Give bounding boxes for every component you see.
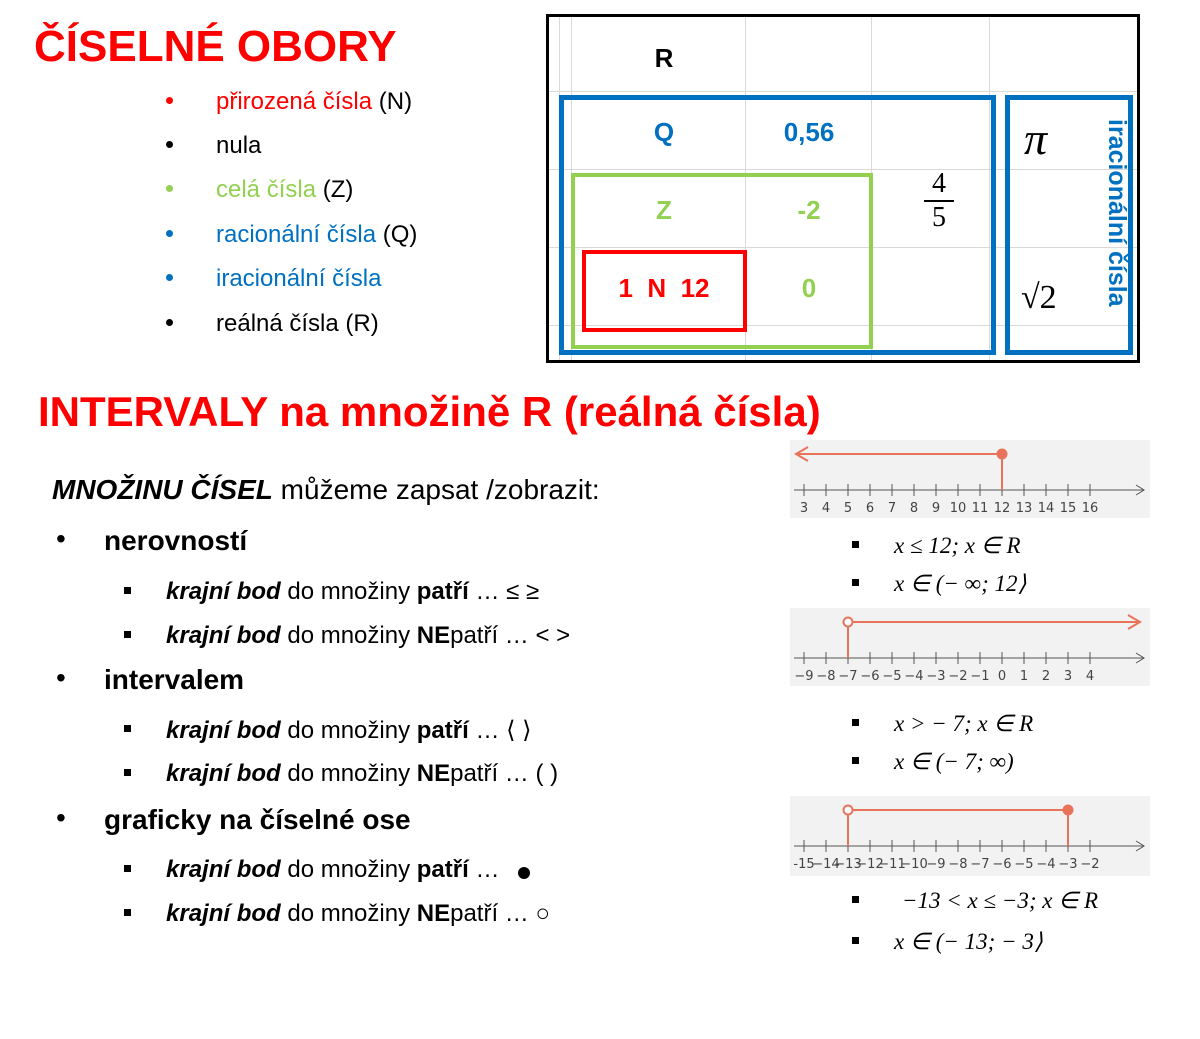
number-type-name: nula — [216, 132, 262, 159]
tick-label: 5 — [843, 501, 853, 516]
heading-number-sets: ČÍSELNÉ OBORY — [34, 22, 397, 71]
number-line-3 — [790, 796, 1150, 876]
rule-end: … ⟨ ⟩ — [468, 717, 532, 744]
method-rule — [166, 900, 550, 928]
tick-label: 2 — [1041, 669, 1051, 684]
rule-mid: do množiny — [280, 760, 417, 787]
rule-belongs: patří — [416, 856, 469, 883]
number-type-text — [216, 265, 381, 293]
rule-end: … ≤ ≥ — [468, 578, 540, 605]
tick-label: −9 — [794, 669, 814, 684]
tick-label: 6 — [865, 501, 875, 516]
tick-label: 8 — [909, 501, 919, 516]
method-label: graficky na číselné ose — [104, 804, 411, 835]
bullet-square — [124, 631, 131, 638]
tick-label: 9 — [931, 501, 941, 516]
closed-endpoint — [1064, 806, 1073, 815]
tick-label: −10 — [900, 857, 928, 872]
open-endpoint — [844, 806, 853, 815]
method-label: nerovností — [104, 525, 248, 556]
formula-text: x ∈ (− 7; ∞) — [894, 749, 1014, 774]
rule-endpoint: krajní bod — [166, 760, 281, 787]
bullet-square — [852, 579, 859, 586]
number-line-1 — [790, 440, 1150, 518]
tick-label: −8 — [816, 669, 836, 684]
rule-mid: do množiny — [280, 856, 417, 883]
tick-label: −1 — [970, 669, 990, 684]
rule-end: patří … ( ) — [450, 760, 559, 787]
interval-formula — [902, 888, 1098, 914]
fraction-denominator: 5 — [932, 202, 946, 233]
q-example: 0,56 — [783, 117, 835, 147]
bullet-square — [124, 769, 131, 776]
tick-label: 4 — [821, 501, 831, 516]
method-rule — [166, 856, 530, 884]
interval-formula — [894, 571, 1026, 597]
bullet-square — [124, 909, 131, 916]
tick-label: 11 — [971, 501, 989, 516]
formula-text: x > − 7; x ∈ R — [894, 711, 1034, 736]
intro-bold: MNOŽINU ČÍSEL — [52, 474, 273, 505]
bullet-dot — [166, 141, 173, 148]
tick-label: −4 — [904, 669, 924, 684]
rule-mid: do množiny — [280, 578, 417, 605]
method-rule — [166, 716, 532, 745]
rule-mid: do množiny — [280, 622, 417, 649]
rule-endpoint: krajní bod — [166, 578, 281, 605]
tick-label: 12 — [993, 501, 1011, 516]
tick-label: 1 — [1019, 669, 1029, 684]
tick-label: −3 — [926, 669, 946, 684]
tick-label: −12 — [856, 857, 884, 872]
bullet-square — [852, 719, 859, 726]
bullet-dot — [166, 319, 173, 326]
number-type-text — [216, 176, 353, 204]
tick-label: -15 — [793, 857, 815, 872]
number-type-name: přirozená čísla — [216, 88, 373, 115]
set-z-label: Z — [656, 195, 672, 225]
formula-text: x ∈ (− ∞; 12⟩ — [894, 571, 1027, 596]
bullet-square — [124, 725, 131, 732]
zero-example: 0 — [801, 273, 817, 303]
bullet-dot: • — [56, 523, 66, 554]
rule-end: patří … ○ — [450, 900, 550, 927]
number-type-text — [216, 221, 417, 249]
rule-endpoint: krajní bod — [166, 900, 281, 927]
bullet-dot — [166, 185, 173, 192]
tick-label: −7 — [970, 857, 990, 872]
tick-label: 0 — [997, 669, 1007, 684]
rule-mid: do množiny — [280, 717, 417, 744]
bullet-dot: • — [56, 802, 66, 833]
filled-dot-icon — [518, 867, 530, 879]
rule-belongs: patří — [416, 717, 469, 744]
tick-label: −11 — [878, 857, 906, 872]
rule-endpoint: krajní bod — [166, 717, 281, 744]
heading-intervals: INTERVALY na množině R (reálná čísla) — [38, 388, 821, 435]
z-example: -2 — [797, 195, 821, 225]
method-rule — [166, 622, 570, 650]
fraction-four-fifths — [924, 169, 954, 233]
rule-end: … — [468, 856, 507, 883]
bullet-dot — [166, 230, 173, 237]
tick-label: −6 — [860, 669, 880, 684]
number-type-name: celá čísla — [216, 176, 317, 203]
rule-belongs: NE — [416, 900, 451, 927]
tick-label: −3 — [1058, 857, 1078, 872]
method-heading — [56, 802, 411, 836]
tick-label: 16 — [1081, 501, 1099, 516]
rule-mid: do množiny — [280, 900, 417, 927]
intro-rest: můžeme zapsat /zobrazit: — [272, 474, 600, 505]
interval-formula — [894, 533, 1021, 559]
tick-label: 13 — [1015, 501, 1033, 516]
tick-label: 14 — [1037, 501, 1055, 516]
interval-formula — [894, 749, 1014, 775]
number-line-2 — [790, 608, 1150, 686]
tick-label: 7 — [887, 501, 897, 516]
tick-label: −2 — [1080, 857, 1100, 872]
rule-belongs: NE — [416, 622, 451, 649]
method-rule — [166, 760, 558, 788]
tick-label: −13 — [834, 857, 862, 872]
set-r-label: R — [654, 43, 674, 73]
sqrt-two: √2 — [1021, 279, 1057, 316]
tick-label: −2 — [948, 669, 968, 684]
closed-endpoint — [998, 450, 1007, 459]
number-type-symbol: (R) — [338, 310, 379, 337]
tick-label: −4 — [1036, 857, 1056, 872]
rule-endpoint: krajní bod — [166, 622, 281, 649]
set-q-label: Q — [653, 117, 675, 147]
interval-formula — [894, 711, 1033, 737]
bullet-dot: • — [56, 662, 66, 693]
bullet-dot — [166, 274, 173, 281]
number-type-name: racionální čísla — [216, 221, 377, 248]
number-sets-diagram — [546, 14, 1140, 363]
number-type-symbol: (Z) — [316, 176, 354, 203]
number-type-symbol: (Q) — [376, 221, 418, 248]
number-type-name: iracionální čísla — [216, 265, 382, 292]
tick-label: −6 — [992, 857, 1012, 872]
rule-belongs: patří — [416, 578, 469, 605]
formula-text: x ∈ (− 13; − 3⟩ — [894, 929, 1043, 954]
tick-label: −9 — [926, 857, 946, 872]
irrational-label: iracionální čísla — [1103, 119, 1131, 307]
bullet-square — [852, 896, 859, 903]
method-label: intervalem — [104, 664, 245, 695]
bullet-dot — [166, 97, 173, 104]
tick-label: −7 — [838, 669, 858, 684]
tick-label: −8 — [948, 857, 968, 872]
formula-text: x ≤ 12; x ∈ R — [894, 533, 1021, 558]
number-type-symbol: (N) — [372, 88, 413, 115]
pi-symbol: π — [1024, 113, 1048, 164]
number-type-text — [216, 310, 379, 338]
method-heading — [56, 523, 248, 557]
bullet-square — [852, 757, 859, 764]
interval-formula — [894, 929, 1043, 955]
tick-label: 3 — [1063, 669, 1073, 684]
rule-belongs: NE — [416, 760, 451, 787]
tick-label: 3 — [799, 501, 809, 516]
number-type-text — [216, 88, 412, 116]
bullet-square — [852, 541, 859, 548]
method-rule — [166, 578, 539, 606]
bullet-square — [852, 937, 859, 944]
fraction-numerator: 4 — [932, 168, 946, 199]
method-heading — [56, 662, 245, 696]
tick-label: 4 — [1085, 669, 1095, 684]
formula-text: −13 < x ≤ −3; x ∈ R — [902, 888, 1099, 913]
open-endpoint — [844, 618, 853, 627]
rule-endpoint: krajní bod — [166, 856, 281, 883]
number-type-name: reálná čísla — [216, 310, 339, 337]
tick-label: −5 — [1014, 857, 1034, 872]
rule-end: patří … < > — [450, 622, 571, 649]
tick-label: −5 — [882, 669, 902, 684]
bullet-square — [124, 865, 131, 872]
tick-label: 15 — [1059, 501, 1077, 516]
intro-line — [52, 474, 600, 506]
tick-label: −14 — [812, 857, 840, 872]
set-n-label: 1 N 12 — [618, 273, 710, 303]
bullet-square — [124, 587, 131, 594]
number-type-text — [216, 132, 261, 160]
tick-label: 10 — [949, 501, 967, 516]
